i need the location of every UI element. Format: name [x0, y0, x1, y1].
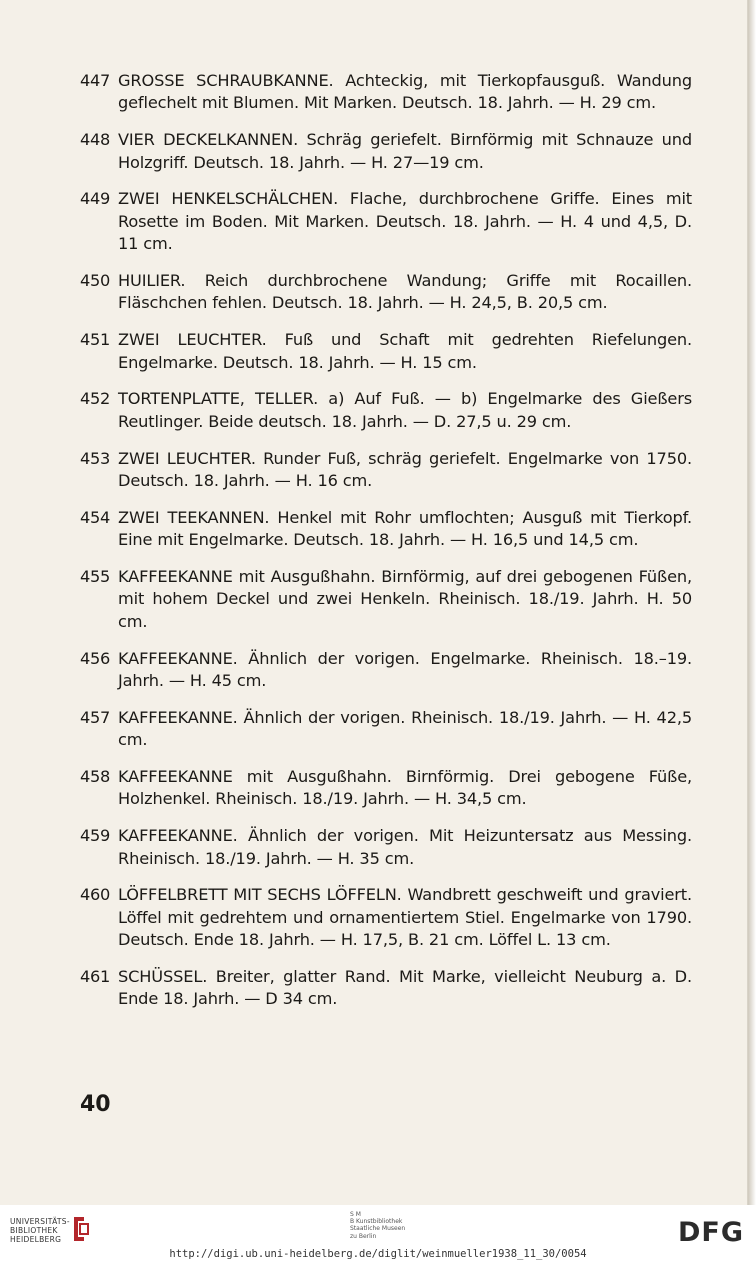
catalog-entry: [80, 188, 692, 255]
entry-description: LÖFFELBRETT MIT SECHS LÖFFELN. Wandbrett geschweift und graviert. Löffel mit gedrehtem und ornamentiertem Stiel. Engelmarke von 1790. Deutsch. Ende 18. Jahrh. — H. 17,5, B. 21 cm. Löffel L. 13 cm.: [118, 885, 692, 950]
entry-number: 460: [80, 885, 110, 905]
catalog-entry: [80, 566, 692, 633]
university-logo-text: UNIVERSITÄTS- BIBLIOTHEK HEIDELBERG: [10, 1217, 70, 1244]
entry-description: KAFFEEKANNE. Ähnlich der vorigen. Engelmarke. Rheinisch. 18.–19. Jahrh. — H. 45 cm.: [118, 648, 692, 691]
entry-number: 458: [80, 767, 110, 787]
catalog-entry: [80, 966, 692, 1011]
catalog-entry: [80, 388, 692, 433]
catalog-entry: [80, 825, 692, 870]
entry-description: ZWEI LEUCHTER. Runder Fuß, schräg geriefelt. Engelmarke von 1750. Deutsch. 18. Jahrh. — H. 16 cm.: [118, 448, 692, 491]
page-number: 40: [80, 1092, 111, 1117]
entry-description: VIER DECKELKANNEN. Schräg geriefelt. Birnförmig mit Schnauze und Holzgriff. Deutsch. 18. Jahrh. — H. 27—19 cm.: [118, 130, 692, 172]
dfg-logo: DFG: [677, 1217, 744, 1248]
entry-description: SCHÜSSEL. Breiter, glatter Rand. Mit Marke, vielleicht Neuburg a. D. Ende 18. Jahrh. — D 34 cm.: [118, 967, 692, 1009]
museum-mark: S M B Kunstbibliothek Staatliche Museen zu Berlin: [350, 1211, 406, 1240]
catalog-entry: [80, 707, 692, 752]
entry-description: TORTENPLATTE, TELLER. a) Auf Fuß. — b) Engelmarke des Gießers Reutlinger. Beide deutsch. 18. Jahrh. — D. 27,5 u. 29 cm.: [118, 389, 692, 431]
entry-number: 453: [80, 448, 110, 468]
entry-description: KAFFEEKANNE. Ähnlich der vorigen. Mit Heizuntersatz aus Messing. Rheinisch. 18./19. Jahrh. — H. 35 cm.: [118, 826, 692, 868]
entry-number: 457: [80, 707, 110, 727]
entry-number: 449: [80, 189, 110, 209]
entry-number: 455: [80, 567, 110, 587]
entry-description: KAFFEEKANNE mit Ausgußhahn. Birnförmig. Drei gebogene Füße, Holzhenkel. Rheinisch. 18./19. Jahrh. — H. 34,5 cm.: [118, 767, 692, 809]
university-logo-icon: [70, 1215, 90, 1243]
page-url[interactable]: http://digi.ub.uni-heidelberg.de/diglit/weinmueller1938_11_30/0054: [169, 1248, 587, 1260]
catalog-entry: [80, 448, 692, 493]
entry-number: 456: [80, 648, 110, 668]
entry-description: ZWEI TEEKANNEN. Henkel mit Rohr umflochten; Ausguß mit Tierkopf. Eine mit Engelmarke. Deutsch. 18. Jahrh. — H. 16,5 und 14,5 cm.: [118, 507, 692, 550]
catalog-entry: [80, 766, 692, 811]
entry-number: 461: [80, 967, 110, 987]
catalog-entry: [80, 270, 692, 315]
entry-number: 447: [80, 71, 110, 90]
entry-description: ZWEI LEUCHTER. Fuß und Schaft mit gedrehten Riefelungen. Engelmarke. Deutsch. 18. Jahrh. — H. 15 cm.: [118, 330, 692, 372]
catalog-entry: [80, 648, 692, 693]
entry-number: 448: [80, 130, 110, 150]
catalog-entry: [80, 507, 692, 552]
catalog-entry: [80, 884, 692, 951]
entry-number: 459: [80, 826, 110, 846]
catalog-entries: [80, 70, 692, 1025]
entry-number: 452: [80, 389, 110, 409]
scan-edge: [748, 0, 756, 1205]
entry-number: 451: [80, 330, 110, 350]
entry-number: 454: [80, 507, 110, 527]
footer: [0, 1205, 756, 1261]
entry-description: ZWEI HENKELSCHÄLCHEN. Flache, durchbrochene Griffe. Eines mit Rosette im Boden. Mit Marken. Deutsch. 18. Jahrh. — H. 4 und 4,5, D. 11 cm.: [118, 189, 692, 254]
catalog-entry: [80, 70, 692, 115]
catalog-entry: [80, 129, 692, 174]
entry-description: HUILIER. Reich durchbrochene Wandung; Griffe mit Rocaillen. Fläschchen fehlen. Deutsch. 18. Jahrh. — H. 24,5, B. 20,5 cm.: [118, 271, 692, 313]
entry-description: KAFFEEKANNE mit Ausgußhahn. Birnförmig, auf drei gebogenen Füßen, mit hohem Deckel und zwei Henkeln. Rheinisch. 18./19. Jahrh. H. 50 cm.: [118, 567, 692, 631]
catalog-entry: [80, 329, 692, 374]
entry-description: KAFFEEKANNE. Ähnlich der vorigen. Rheinisch. 18./19. Jahrh. — H. 42,5 cm.: [118, 707, 692, 750]
entry-number: 450: [80, 271, 110, 291]
entry-description: GROSSE SCHRAUBKANNE. Achteckig, mit Tierkopfausguß. Wandung geflechelt mit Blumen. Mit Marken. Deutsch. 18. Jahrh. — H. 29 cm.: [118, 71, 692, 113]
